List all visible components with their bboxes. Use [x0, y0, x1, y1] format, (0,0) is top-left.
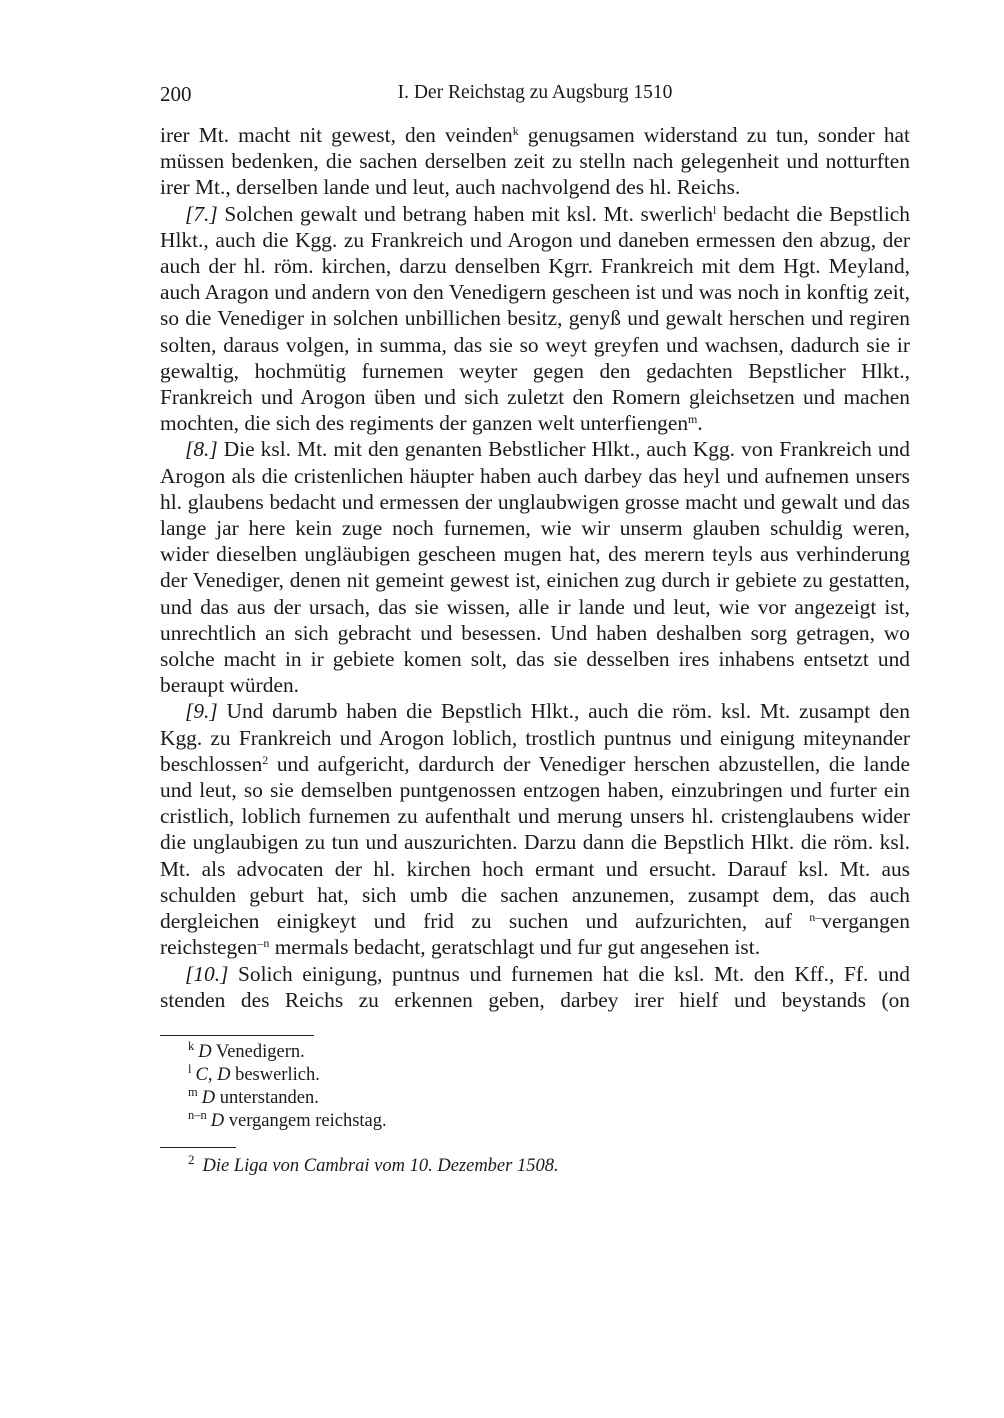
text-run: irer Mt. macht nit gewest, den veinden [160, 123, 513, 147]
footnote-divider [160, 1035, 314, 1036]
footnote-k [160, 1041, 910, 1064]
page-header [160, 78, 910, 108]
footnote-text: Die Liga von Cambrai vom 10. Dezember 1508. [202, 1155, 559, 1176]
footnote-mark: l [188, 1062, 192, 1077]
text-run: Solchen gewalt und betrang haben mit ksl. Mt. swerlich [217, 201, 714, 226]
paragraph-number: [7.] [185, 201, 218, 226]
text-run: . [697, 411, 703, 436]
footnote-text: vergangem reichstag. [224, 1110, 387, 1131]
commentary-notes [160, 1151, 910, 1178]
footnote-2 [160, 1151, 910, 1178]
page-number: 200 [160, 82, 192, 106]
footnote-mark: 2 [188, 1151, 195, 1167]
footnote-ref-m: m [688, 412, 698, 427]
running-title: I. Der Reichstag zu Augsburg 1510 [397, 82, 673, 103]
text-run: bedacht die Bepstlich Hlkt., auch die Kgg. zu Frankreich und Arogon und daneben ermessen den abzug, der auch der hl. röm. kirchen, darzu denselben Kgrr. Frankreich mit dem Hgt. Meyland, auch Aragon und andern von den Venedigern gescheen ist und was noch in konftig zeit, so die Venediger in solchen unbillichen besitz, genyß und gewalt herschen und regiren solten, daraus volgen, in summa, das sie so weyt greyfen und wachsen, dadurch sie ir gewaltig, hochmütig furnemen weyter gegen den gedachten Bepstlicher Hlkt., Frankreich und Arogon üben und sich zuletzt den Romern gleichsetzen und machen mochten, die sich des regiments der ganzen welt unterfiengen [160, 201, 910, 436]
critical-apparatus [160, 1041, 910, 1133]
text-run: Und darumb haben die Bepstlich Hlkt., auch die röm. ksl. Mt. zusampt den Kgg. zu Frankreich und Arogon loblich, trostlich puntnus und einigung miteynander beschlossen [160, 699, 910, 776]
text-run: Solich einigung, puntnus und furnemen hat die ksl. Mt. den Kff., Ff. und stenden des Reichs zu erkennen geben, darbey irer hielf und beystands (on [160, 961, 910, 1012]
footnote-m [160, 1087, 910, 1110]
footnote-ref-n-start: n– [809, 909, 822, 924]
paragraph-continuation [160, 122, 910, 201]
text-run: genugsamen widerstand zu tun, sonder hat müssen bedenken, die sachen derselben zeit zu stelln nach gelegenheit und notturften irer Mt., derselben lande und leut, auch nachvolgend des hl. Reichs. [160, 123, 910, 200]
footnote-ref-n-end: –n [257, 936, 270, 951]
footnote-ref-k: k [512, 123, 519, 138]
paragraph-8 [160, 436, 910, 698]
text-run: Die ksl. Mt. mit den genanten Bebstlicher Hlkt., auch Kgg. von Frankreich und Arogon als die cristenlichen häupter haben auch darbey das heyl und aufnemen unsers hl. glaubens bedacht und ermessen der unglaubwigen grosse macht und gewalt und das lange jar here kein zuge noch furnemen, wie wir unserm glauben schuldig weren, wider dieselben ungläubigen gescheen mugen hat, des merern teyls aus verhinderung der Venediger, denen nit gemeint gewest ist, einichen zug durch ir gebiete zu gestatten, und das aus der ursach, das sie wissen, alle ir lande und leut, wie vor angezeigt ist, unrechtlich an sich gebracht und besessen. Und haben deshalben sorg getragen, wo solche macht in ir gebiete komen solt, das sie desselben ires inhabens entsetzt und beraupt würden. [160, 437, 910, 698]
paragraph-9 [160, 698, 910, 960]
text-run: vergangen reichstegen [160, 909, 910, 960]
paragraph-number: [8.] [185, 437, 218, 462]
witness-siglum: D [201, 1087, 216, 1108]
paragraph-number: [9.] [185, 699, 218, 724]
paragraph-number: [10.] [185, 961, 229, 986]
footnote-text: Venedigern. [211, 1041, 305, 1062]
text-run: und aufgericht, dardurch der Venediger herschen abzustellen, die lande und leut, so sie demselben puntgenossen entzogen haben, einzubringen und furter ein cristlich, loblich furnemen zu aufenthalt und merung unsers hl. cristenglaubens wider die unglaubigen zu tun und auszurichten. Darzu dann die Bepstlich Hlkt. die röm. ksl. Mt. als advocaten der hl. kirchen hoch ermant und ersucht. Darauf ksl. Mt. aus schulden geburt hat, sich umb die sachen anzunemen, zusampt dem, das auch dergleichen einigkeyt und frid zu suchen und aufzurichten, auf [160, 751, 910, 934]
footnote-text: unterstanden. [215, 1087, 319, 1108]
text-run: mermals bedacht, geratschlagt und fur gut angesehen ist. [269, 935, 761, 960]
footnote-ref-l: l [713, 202, 717, 217]
paragraph-10 [160, 961, 910, 1013]
footnote-mark: n–n [188, 1108, 207, 1123]
page [160, 78, 910, 1178]
witness-siglum: C, D [195, 1064, 231, 1085]
paragraph-7 [160, 201, 910, 437]
footnote-mark: m [188, 1085, 198, 1100]
footnote-l [160, 1064, 910, 1087]
witness-siglum: D [210, 1110, 225, 1131]
footnote-text: beswerlich. [230, 1064, 320, 1085]
main-text [160, 122, 910, 1013]
witness-siglum: D [198, 1041, 212, 1062]
footnote-mark: k [188, 1039, 195, 1054]
commentary-divider [160, 1147, 236, 1148]
footnote-ref-2: 2 [262, 752, 269, 767]
footnote-n [160, 1110, 910, 1133]
